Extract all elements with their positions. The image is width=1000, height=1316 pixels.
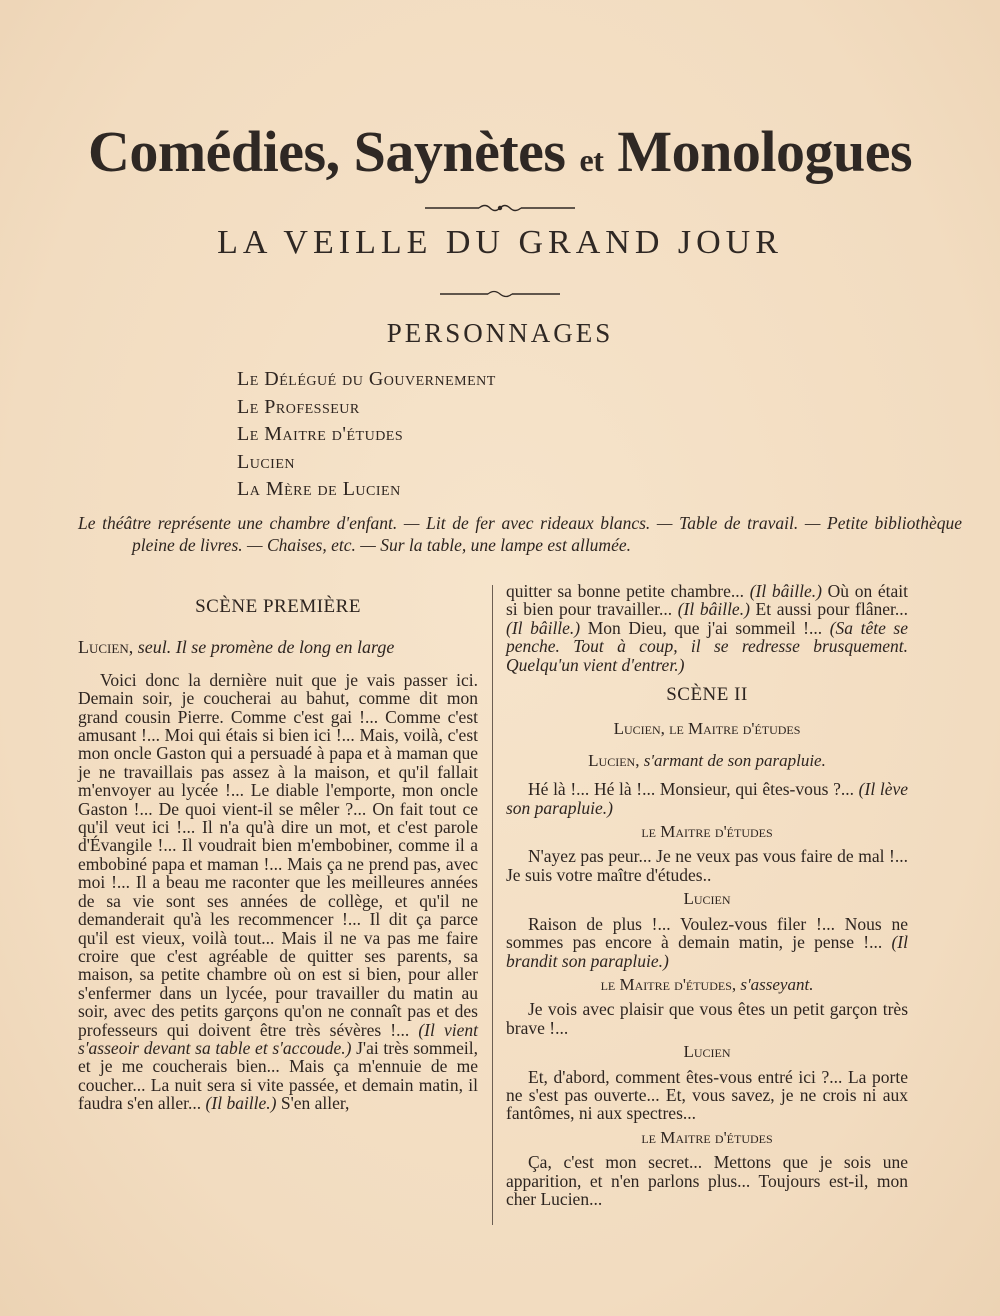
- ornament-divider-bottom: [0, 286, 1000, 306]
- character-item: Le Maitre d'études: [237, 423, 404, 445]
- speaker-name: le Maitre d'études,: [600, 974, 737, 994]
- speaker-name: le Maitre d'études: [641, 1127, 773, 1147]
- monologue-text: Mon Dieu, que j'ai sommeil !...: [587, 617, 823, 638]
- speaker-direction: s'armant de son parapluie.: [643, 750, 826, 770]
- monologue-text: Et aussi pour flâner...: [755, 599, 908, 620]
- dialogue-line: [506, 915, 908, 970]
- personnages-heading: PERSONNAGES: [386, 318, 614, 348]
- character-item: Le Professeur: [237, 395, 360, 418]
- dialogue-text: Et, d'abord, comment êtes-vous entré ici ?... La porte ne s'est pas ouverte... Et, vous savez, je ne crois ni aux fantômes, ni aux spectres...: [506, 1066, 908, 1124]
- monologue-text: Voici donc la dernière nuit que je vais passer ici. Demain soir, je coucherai au bahut, comme dit mon grand cousin Pierre. Comme c'est gai !... Comme c'est amusant !... Moi qui étais si bien ici !... Mais, voilà, c'est mon oncle Gaston qui a persuadé à papa et à maman que je ne travaillais pas assez à la maison, et qu'il fallait m'envoyer au lycée !... Le diable l'emporte, mon oncle Gaston !... De quoi vient-il se mêler ?... On fait tout ce qu'il veut ici !... Il n'a qu'à dire un mot, et c'est parole d'Évangile !... Il voudrait bien m'embobiner, comme il a embobiné papa et maman !... Mais ça ne prend pas, avec moi !... Il a beau me raconter que les meilleures années de sa vie sont ses années de collège, et qu'il ne demanderait qu'à les recommencer !... Il dit ça parce qu'il est vieux, voilà tout... Mais il ne va pas me faire croire que c'est agréable de quitter ses parents, sa maison, sa petite chambre où on est si bien, pour aller s'enfermer dans un lycée, pour travailler du matin au soir, avec des petits garçons qu'on ne connaît pas et des professeurs qui doivent être très sévères !...: [78, 669, 478, 1040]
- character-list: [237, 366, 496, 504]
- monologue-text: Où on était si bien pour travailler...: [506, 581, 909, 620]
- monologue-text: quitter sa bonne petite chambre...: [506, 581, 744, 601]
- speaker-name: Lucien: [683, 889, 731, 909]
- dialogue-line: [506, 1068, 908, 1123]
- title-part-2: Monologues: [617, 119, 913, 184]
- monologue-direction: (Il bâille.): [506, 617, 581, 638]
- character-item: Le Délégué du Gouvernement: [237, 368, 496, 390]
- dialogue-line: [506, 1000, 908, 1037]
- dialogue-text: Je vois avec plaisir que vous êtes un petit garçon très brave !...: [506, 999, 908, 1038]
- character-item: Lucien: [237, 450, 295, 473]
- monologue-direction: (Il bâille.): [749, 581, 822, 601]
- monologue-paragraph: [78, 671, 478, 1113]
- left-column: [78, 582, 478, 1113]
- dialogue-text: Ça, c'est mon secret... Mettons que je sois une apparition, et n'en parlons plus... Toujours est-il, mon cher Lucien...: [506, 1152, 908, 1209]
- scene-heading: SCÈNE PREMIÈRE: [195, 596, 361, 617]
- speaker-name: Lucien: [683, 1042, 731, 1062]
- ornament-divider-top: [0, 198, 1000, 222]
- speaker-direction: seul. Il se promène de long en large: [137, 637, 395, 658]
- dialogue-text: N'ayez pas peur... Je ne veux pas vous faire de mal !... Je suis votre maître d'études..: [506, 846, 908, 885]
- speaker-line: [506, 976, 908, 994]
- speaker-name: Lucien,: [78, 637, 134, 658]
- speaker-name: le Maitre d'études: [641, 822, 773, 842]
- monologue-direction: (Il bâille.): [677, 599, 750, 620]
- monologue-continuation: [506, 582, 908, 674]
- speaker-direction: s'asseyant.: [740, 974, 814, 994]
- dialogue-line: [506, 780, 908, 817]
- monologue-text: S'en aller,: [280, 1093, 350, 1114]
- dialogue-line: [506, 847, 908, 884]
- column-divider: [492, 585, 493, 1225]
- dialogue-direction: (Il brandit son parapluie.): [506, 932, 908, 971]
- monologue-direction: (Il vient s'asseoir devant sa table et s'accoude.): [78, 1019, 479, 1058]
- character-item: La Mère de Lucien: [237, 478, 401, 500]
- speaker-name: Lucien,: [588, 750, 640, 770]
- dialogue-direction: (Il lève son parapluie.): [506, 779, 909, 818]
- right-column: [506, 582, 908, 1208]
- speaker-line: [78, 638, 478, 656]
- stage-direction: Le théâtre représente une chambre d'enfant. — Lit de fer avec rideaux blancs. — Table de travail. — Petite bibliothèque pleine de livres. — Chaises, etc. — Sur la table, une lampe est allumée.: [78, 513, 962, 555]
- scene-heading: SCÈNE II: [666, 684, 748, 706]
- monologue-text: J'ai très sommeil, et je me coucherais bien... Mais ça m'ennuie de me coucher... La nuit sera si vite passée, et demain matin, il faudra s'en aller...: [78, 1037, 479, 1114]
- monologue-direction: (Sa tête se penche. Tout à coup, il se redresse brusquement. Quelqu'un vient d'entrer.): [506, 617, 909, 675]
- monologue-direction: (Il baille.): [205, 1093, 277, 1114]
- speaker-line: [506, 752, 908, 770]
- title-part-1: Comédies, Saynètes: [87, 119, 566, 184]
- title-et: et: [579, 142, 604, 178]
- scene-characters: Lucien, le Maitre d'études: [613, 719, 801, 739]
- play-title: LA VEILLE DU GRAND JOUR: [217, 224, 783, 261]
- dialogue-text: Hé là !... Hé là !... Monsieur, qui êtes-vous ?...: [528, 779, 854, 800]
- dialogue-text: Raison de plus !... Voulez-vous filer !... Nous ne sommes pas encore à demain matin, je pense !...: [506, 913, 908, 953]
- dialogue-line: [506, 1153, 908, 1208]
- book-section-title: [0, 118, 1000, 185]
